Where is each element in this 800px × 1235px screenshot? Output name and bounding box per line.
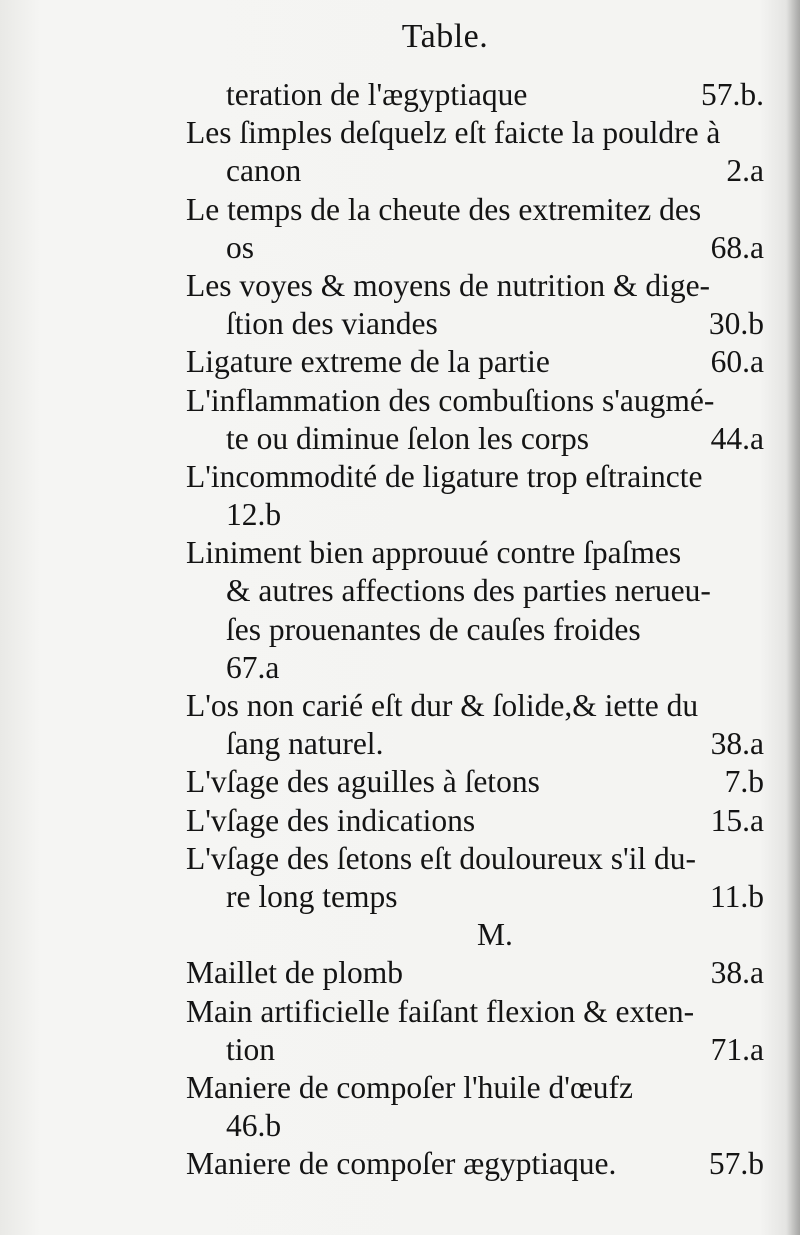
index-entries [186, 76, 764, 1183]
index-line [186, 878, 764, 916]
index-line [186, 1069, 764, 1107]
page-reference: 57.b. [701, 77, 764, 112]
index-line-text: L'vſage des aguilles à ſetons [186, 764, 540, 800]
index-line-text: ſtion des viandes [226, 306, 438, 342]
index-line [186, 305, 764, 343]
page-reference: 7.b [724, 764, 764, 800]
index-line-text: Les ſimples deſquelz eſt faicte la pouldre à [186, 115, 721, 151]
index-line [186, 687, 764, 725]
index-line-text: Liniment bien approuué contre ſpaſmes [186, 535, 682, 571]
index-line-text: tion [226, 1031, 276, 1067]
index-line [186, 382, 764, 420]
page-reference: 30.b [708, 306, 764, 342]
index-line-text: Main artificielle faiſant flexion & exten- [186, 993, 695, 1029]
page-reference: 68.a [710, 229, 764, 265]
index-line [186, 611, 764, 649]
page-reference: 2.a [726, 153, 764, 189]
index-line-text: os [226, 229, 255, 265]
index-line [186, 993, 764, 1031]
index-line-text: L'vſage des ſetons eſt douloureux s'il du- [186, 840, 696, 876]
index-line-text: Maniere de compoſer ægyptiaque. [186, 1146, 617, 1182]
index-line-text: L'incommodité de ligature trop eſtraincte [186, 458, 703, 494]
section-letter [186, 916, 764, 954]
page-reference: 44.a [710, 420, 764, 456]
index-line-text: te ou diminue ſelon les corps [226, 420, 590, 456]
page-edge-shadow [786, 0, 800, 1235]
index-line [186, 76, 764, 114]
index-line-text: M. [477, 917, 513, 953]
index-line [186, 1031, 764, 1069]
index-line-text: & autres affections des parties nerueu- [226, 573, 711, 609]
running-header: Table. [401, 18, 489, 55]
index-line [186, 420, 764, 458]
index-line [186, 840, 764, 878]
page-reference: 38.a [710, 726, 764, 762]
index-line-text: Maillet de plomb [186, 955, 403, 991]
index-line-text: 67.a [226, 649, 280, 685]
page-reference: 60.a [710, 344, 764, 380]
index-line-text: Les voyes & moyens de nutrition & dige- [186, 267, 711, 303]
index-line [186, 496, 764, 534]
index-line-text: L'vſage des indications [186, 802, 476, 838]
index-line [186, 191, 764, 229]
index-line [186, 343, 764, 381]
page-reference: 57.b [708, 1146, 764, 1182]
index-line [186, 114, 764, 152]
index-line-text: Maniere de compoſer l'huile d'œufz [186, 1069, 633, 1105]
index-line [186, 954, 764, 992]
index-line-text: re long temps [226, 878, 398, 914]
index-line-text: L'inflammation des combuſtions s'augmé- [186, 382, 715, 418]
index-line [186, 534, 764, 572]
index-line-text: L'os non carié eſt dur & ſolide,& iette du [186, 688, 699, 723]
index-line [186, 152, 764, 190]
index-line [186, 458, 764, 496]
index-line-text: Ligature extreme de la partie [186, 344, 550, 380]
index-line-text: Le temps de la cheute des extremitez des [186, 191, 702, 227]
page-reference: 15.a [710, 802, 764, 838]
index-line-text: teration de l'ægyptiaque [226, 77, 528, 112]
page-reference: 38.a [710, 955, 764, 991]
index-line [186, 267, 764, 305]
index-line [186, 802, 764, 840]
index-line-text: 12.b [226, 497, 282, 533]
index-line [186, 763, 764, 801]
page-reference: 71.a [710, 1031, 764, 1067]
index-line [186, 1145, 764, 1183]
index-line [186, 229, 764, 267]
index-line [186, 572, 764, 610]
page-reference: 11.b [710, 878, 764, 914]
index-line [186, 725, 764, 763]
index-line-text: ſang naturel. [226, 726, 384, 762]
index-line-text: ſes prouenantes de cauſes froides [226, 611, 641, 647]
index-line-text: canon [226, 153, 302, 189]
index-line-text: 46.b [226, 1108, 282, 1144]
index-line [186, 649, 764, 687]
index-line [186, 1107, 764, 1145]
